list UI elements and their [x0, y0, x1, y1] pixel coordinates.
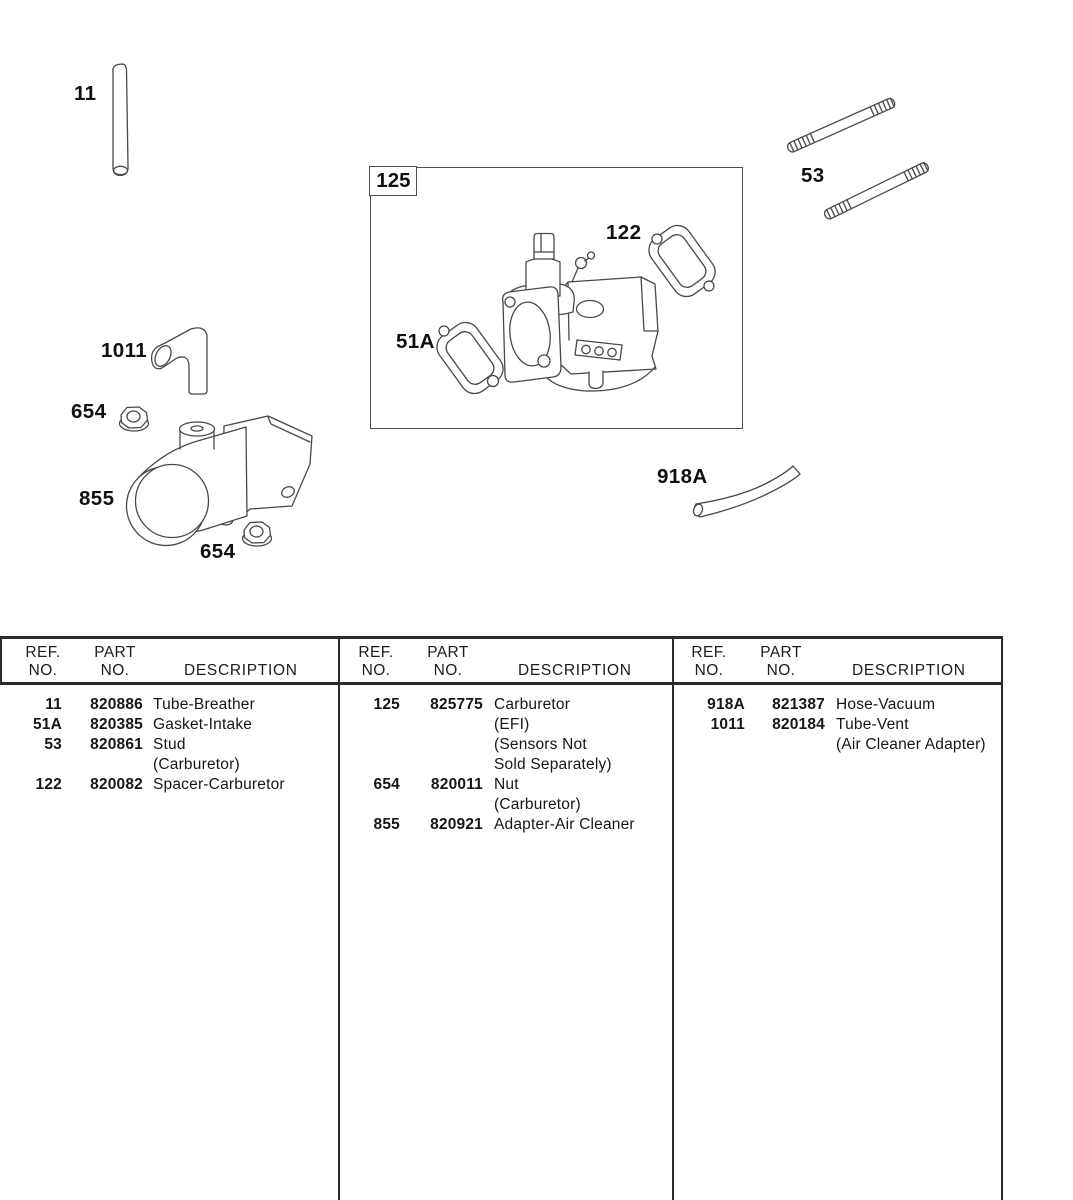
ref-no: 125 [373, 696, 400, 713]
table-row-line [673, 735, 1002, 755]
description: Stud [153, 736, 186, 753]
table-row-line [339, 695, 671, 715]
header-part: PART [760, 644, 802, 661]
callout-918A: 918A [657, 465, 708, 488]
part-no [745, 735, 825, 755]
ref-no-header [353, 644, 399, 679]
description: (Carburetor) [153, 756, 240, 773]
vent-tube-icon [152, 328, 207, 394]
callout-51A: 51A [396, 330, 435, 353]
table-row-line [0, 695, 338, 715]
header-no: NO. [433, 661, 463, 679]
description: Hose-Vacuum [836, 696, 936, 713]
part-no: 820886 [90, 696, 143, 713]
part-no: 820385 [90, 716, 143, 733]
table-row-line [673, 695, 1002, 715]
header-no: NO. [766, 661, 796, 679]
header-no: NO. [28, 661, 58, 679]
parts-rows [0, 695, 338, 795]
ref-no: 1011 [710, 716, 745, 733]
table-row-line [0, 755, 338, 775]
ref-no [339, 795, 400, 815]
header-ref: REF. [691, 644, 727, 661]
stud-icon [786, 97, 896, 153]
description-header: DESCRIPTION [184, 662, 298, 679]
part-no [400, 715, 483, 735]
description: Tube-Breather [153, 696, 255, 713]
flange-nut-icon [120, 407, 149, 431]
parts-table-column-2 [339, 637, 671, 1200]
parts-rows [673, 695, 1002, 755]
part-no [62, 755, 143, 775]
ref-no: 51A [32, 716, 62, 733]
ref-no [0, 755, 62, 775]
header-no: NO. [100, 661, 130, 679]
ref-no: 122 [35, 776, 62, 793]
part-no [400, 735, 483, 755]
ref-no [339, 735, 400, 755]
description: (Sensors Not [494, 736, 587, 753]
table-row-line [0, 775, 338, 795]
table-row-line [673, 715, 1002, 735]
part-no-header [92, 644, 138, 679]
part-no: 820921 [430, 816, 483, 833]
callout-855: 855 [79, 487, 115, 510]
description: Nut [494, 776, 519, 793]
header-no: NO. [361, 661, 391, 679]
stud-icon [823, 161, 930, 220]
table-row-line [0, 715, 338, 735]
part-no: 825775 [430, 696, 483, 713]
table-row-line [339, 715, 671, 735]
table-row-line [339, 755, 671, 775]
table-row-line [339, 815, 671, 835]
part-no: 820184 [772, 716, 825, 733]
ref-no: 654 [373, 776, 400, 793]
table-row-line [0, 735, 338, 755]
ref-no: 918A [707, 696, 745, 713]
header-ref: REF. [25, 644, 61, 661]
callout-125: 125 [376, 169, 411, 193]
header-ref: REF. [358, 644, 394, 661]
ref-no [673, 735, 745, 755]
carburetor-inset-box [370, 167, 743, 429]
description: (Carburetor) [494, 796, 581, 813]
description-header: DESCRIPTION [852, 662, 966, 679]
part-no [400, 755, 483, 775]
ref-no: 11 [45, 696, 62, 713]
callout-1011: 1011 [101, 339, 148, 362]
description: Adapter-Air Cleaner [494, 816, 635, 833]
description: Tube-Vent [836, 716, 909, 733]
description: (EFI) [494, 716, 530, 733]
inset-box-label [369, 166, 417, 196]
header-no: NO. [694, 661, 724, 679]
part-no [400, 795, 483, 815]
part-no-header [425, 644, 471, 679]
part-no: 821387 [772, 696, 825, 713]
table-row-line [339, 735, 671, 755]
flange-nut-icon [243, 522, 272, 546]
callout-11: 11 [74, 82, 97, 105]
part-no: 820861 [90, 736, 143, 753]
ref-no [339, 715, 400, 735]
air-cleaner-adapter-icon [127, 416, 313, 546]
parts-table-column-3 [673, 637, 1002, 1200]
parts-table-column-1 [0, 637, 338, 1200]
part-no-header [758, 644, 804, 679]
description: Carburetor [494, 696, 571, 713]
breather-tube-icon [113, 64, 128, 176]
description-header: DESCRIPTION [518, 662, 632, 679]
part-no: 820082 [90, 776, 143, 793]
header-part: PART [427, 644, 469, 661]
callout-654-top: 654 [71, 400, 107, 423]
description: Sold Separately) [494, 756, 612, 773]
header-part: PART [94, 644, 136, 661]
part-no: 820011 [430, 776, 483, 793]
ref-no: 53 [44, 736, 62, 753]
description: (Air Cleaner Adapter) [836, 736, 986, 753]
ref-no [339, 755, 400, 775]
ref-no-header [686, 644, 732, 679]
table-row-line [339, 795, 671, 815]
callout-654-bottom: 654 [200, 540, 236, 563]
callout-122: 122 [606, 221, 642, 244]
description: Spacer-Carburetor [153, 776, 285, 793]
ref-no-header [20, 644, 66, 679]
description: Gasket-Intake [153, 716, 253, 733]
table-row-line [339, 775, 671, 795]
callout-53: 53 [801, 164, 825, 187]
parts-rows [339, 695, 671, 835]
vacuum-hose-icon [692, 466, 800, 517]
ref-no: 855 [373, 816, 400, 833]
